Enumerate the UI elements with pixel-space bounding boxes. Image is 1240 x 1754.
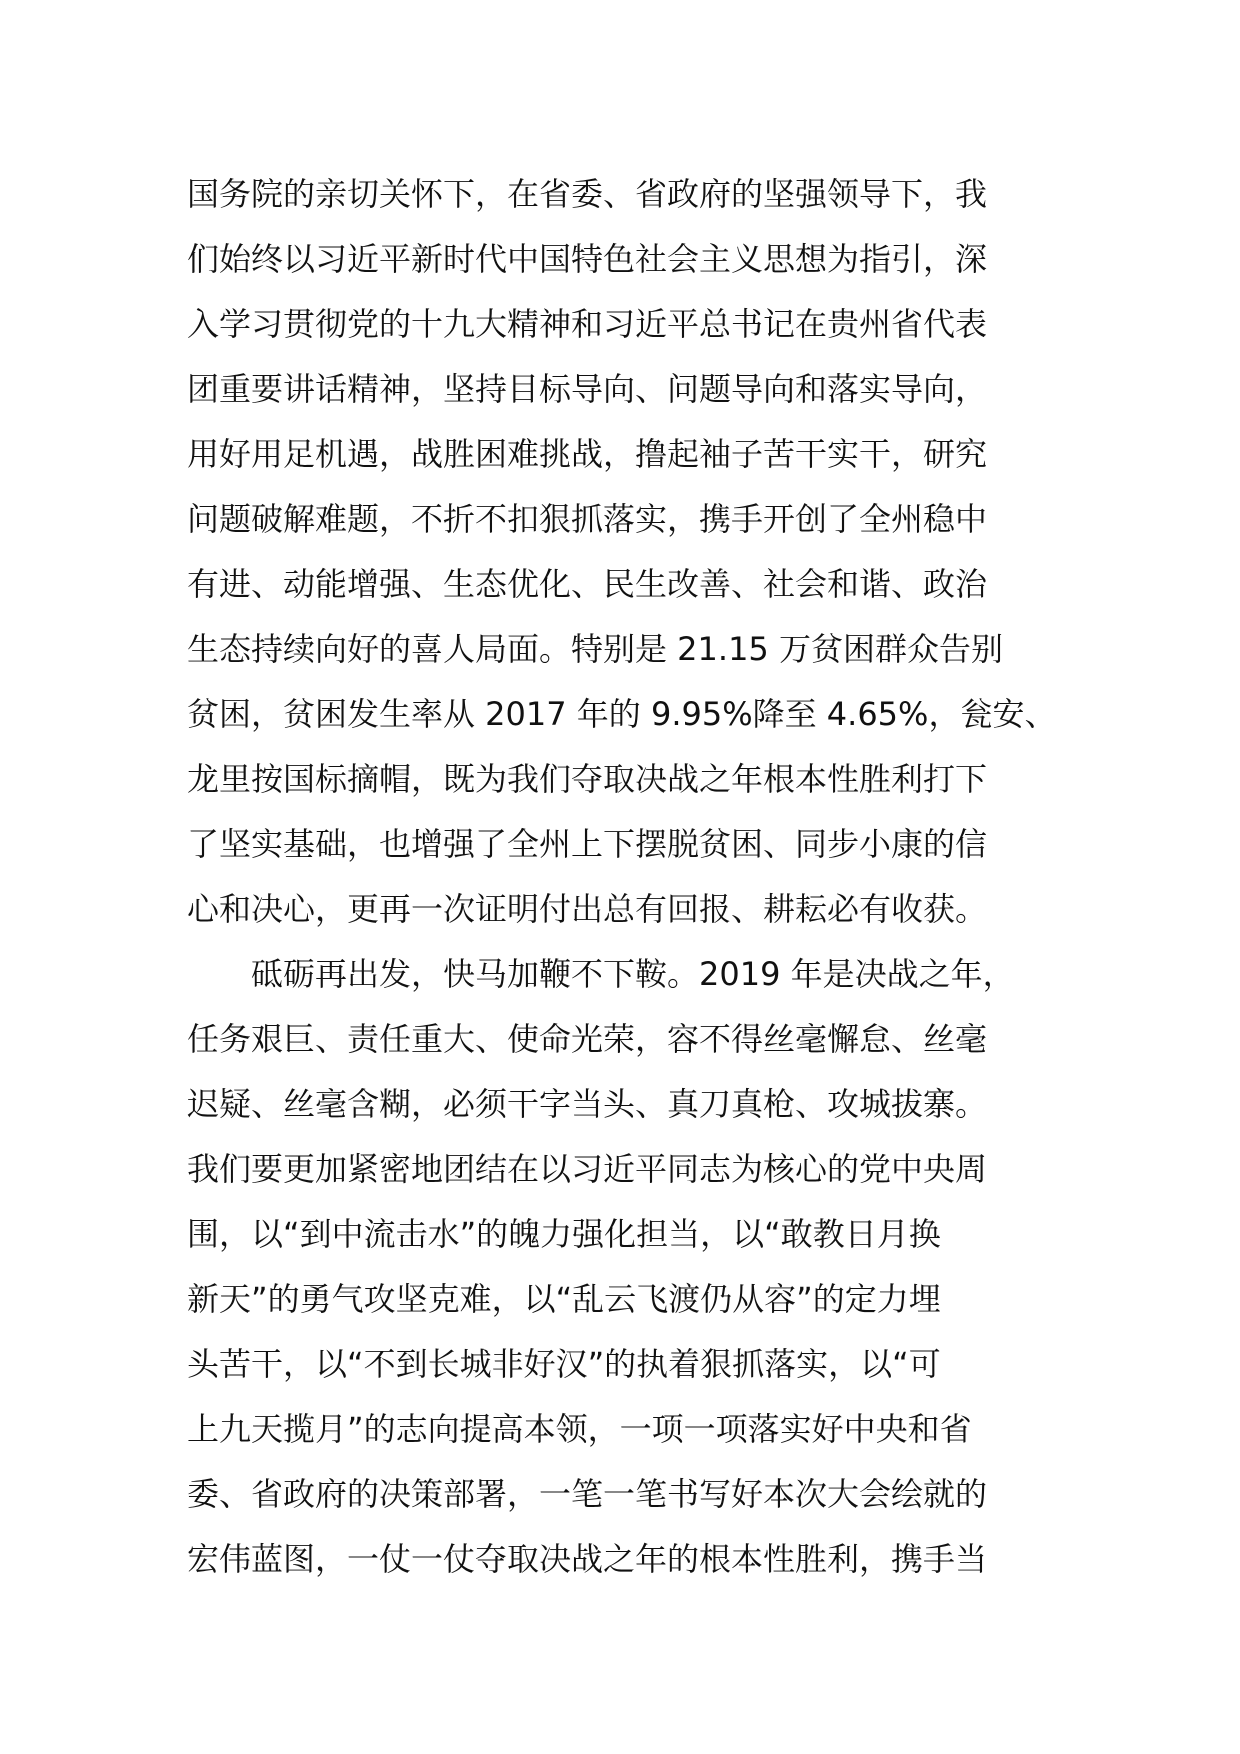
text-line: 围，以“到中流击水”的魄力强化担当，以“敢教日月换 bbox=[187, 1215, 941, 1253]
text-line: 上九天揽月”的志向提高本领，一项一项落实好中央和省 bbox=[187, 1410, 972, 1448]
text-line: 砥砺再出发，快马加鞭不下鞍。2019 年是决战之年， bbox=[187, 955, 1015, 993]
text-line: 宏伟蓝图，一仗一仗夺取决战之年的根本性胜利，携手当 bbox=[187, 1540, 988, 1578]
text-line: 我们要更加紧密地团结在以习近平同志为核心的党中央周 bbox=[187, 1150, 988, 1188]
text-line: 问题破解难题，不折不扣狠抓落实，携手开创了全州稳中 bbox=[187, 500, 988, 538]
text-line: 们始终以习近平新时代中国特色社会主义思想为指引，深 bbox=[187, 240, 988, 278]
text-line: 迟疑、丝毫含糊，必须干字当头、真刀真枪、攻城拔寨。 bbox=[187, 1085, 988, 1123]
text-line: 头苦干，以“不到长城非好汉”的执着狠抓落实，以“可 bbox=[187, 1345, 941, 1383]
text-line: 新天”的勇气攻坚克难，以“乱云飞渡仍从容”的定力埋 bbox=[187, 1280, 941, 1318]
text-line: 用好用足机遇，战胜困难挑战，撸起袖子苦干实干，研究 bbox=[187, 435, 988, 473]
text-line: 心和决心，更再一次证明付出总有回报、耕耘必有收获。 bbox=[187, 890, 988, 928]
text-line: 委、省政府的决策部署，一笔一笔书写好本次大会绘就的 bbox=[187, 1475, 988, 1513]
text-line: 了坚实基础，也增强了全州上下摆脱贫困、同步小康的信 bbox=[187, 825, 988, 863]
text-line: 任务艰巨、责任重大、使命光荣，容不得丝毫懈怠、丝毫 bbox=[187, 1020, 988, 1058]
text-line: 贫困，贫困发生率从 2017 年的 9.95%降至 4.65%，瓮安、 bbox=[187, 695, 1057, 733]
text-line: 国务院的亲切关怀下，在省委、省政府的坚强领导下，我 bbox=[187, 175, 988, 213]
text-line: 团重要讲话精神，坚持目标导向、问题导向和落实导向， bbox=[187, 370, 988, 408]
text-line: 有进、动能增强、生态优化、民生改善、社会和谐、政治 bbox=[187, 565, 988, 603]
text-line: 入学习贯彻党的十九大精神和习近平总书记在贵州省代表 bbox=[187, 305, 988, 343]
text-line: 龙里按国标摘帽，既为我们夺取决战之年根本性胜利打下 bbox=[187, 760, 988, 798]
text-line: 生态持续向好的喜人局面。特别是 21.15 万贫困群众告别 bbox=[187, 630, 1003, 668]
body-text bbox=[187, 162, 1067, 1592]
